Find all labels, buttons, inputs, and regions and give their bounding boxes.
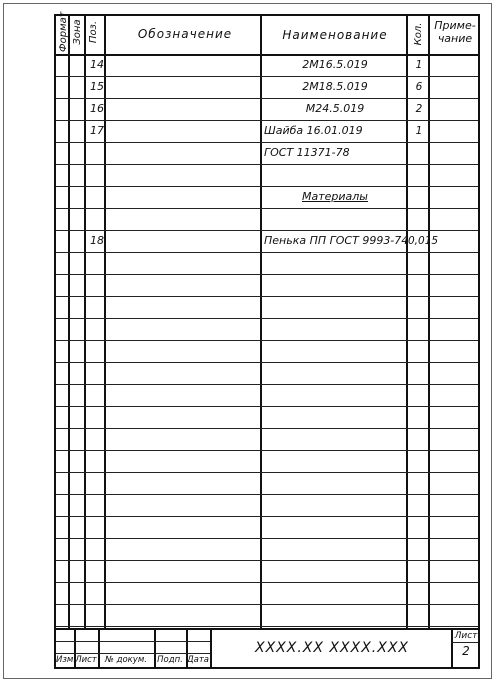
row-qty: 1 bbox=[415, 59, 423, 71]
row-name: ГОСТ 11371-78 bbox=[264, 146, 350, 159]
header-qty: Кол. bbox=[413, 22, 424, 46]
row-pos: 18 bbox=[90, 234, 104, 247]
row-name: 2M18.5.019 bbox=[302, 80, 368, 93]
grid-vline bbox=[260, 16, 262, 628]
grid-hline bbox=[56, 494, 478, 495]
grid-hline bbox=[56, 450, 478, 451]
tb-date: Дата bbox=[186, 655, 209, 665]
header-pos: Поз. bbox=[88, 20, 99, 44]
tb-hline bbox=[56, 653, 210, 654]
grid-vline bbox=[104, 16, 106, 628]
row-qty bbox=[408, 164, 430, 186]
row-pos: 16 bbox=[90, 102, 104, 115]
grid-hline bbox=[56, 230, 478, 231]
row-name bbox=[262, 164, 410, 186]
row-pos: 14 bbox=[90, 58, 104, 71]
grid-vline bbox=[84, 16, 86, 628]
row-name: Пенька ПП ГОСТ 9993-74 bbox=[264, 234, 409, 247]
row-qty: 2 bbox=[415, 103, 423, 115]
grid-hline bbox=[56, 626, 478, 627]
row-qty: 1 bbox=[415, 125, 423, 137]
grid-hline bbox=[56, 274, 478, 275]
tb-hline bbox=[451, 642, 478, 643]
tb-list: Лист bbox=[75, 655, 97, 665]
grid-hline bbox=[56, 142, 478, 143]
section-title: Материалы bbox=[302, 190, 368, 203]
row-name: Шайба 16.01.019 bbox=[264, 124, 363, 137]
tb-vline bbox=[98, 628, 100, 667]
grid-hline bbox=[56, 384, 478, 385]
row-qty bbox=[408, 186, 430, 208]
grid-hline bbox=[56, 582, 478, 583]
row-pos: 15 bbox=[90, 80, 104, 93]
tb-vline bbox=[451, 628, 453, 667]
row-name bbox=[262, 208, 410, 230]
tb-vline bbox=[186, 628, 188, 667]
grid-hline bbox=[56, 120, 478, 121]
row-qty bbox=[408, 208, 430, 230]
grid-hline bbox=[56, 296, 478, 297]
row-name: M24.5.019 bbox=[305, 102, 365, 115]
tb-vline bbox=[154, 628, 156, 667]
tb-sheet-label: Лист bbox=[454, 631, 478, 641]
tb-sign: Подп. bbox=[157, 655, 183, 665]
tb-hline bbox=[56, 641, 210, 642]
title-block-divider bbox=[56, 628, 478, 630]
grid-hline bbox=[56, 318, 478, 319]
grid-hline bbox=[56, 340, 478, 341]
grid-hline bbox=[56, 406, 478, 407]
row-qty bbox=[408, 142, 430, 164]
tb-izm: Изм. bbox=[56, 655, 76, 665]
header-name: Наименование bbox=[282, 28, 388, 42]
row-pos: 17 bbox=[90, 124, 104, 137]
row-qty: 6 bbox=[415, 81, 423, 93]
grid-hline bbox=[56, 538, 478, 539]
header-note bbox=[430, 19, 480, 45]
sheet-number: 2 bbox=[462, 644, 470, 658]
header-zone: Зона bbox=[72, 19, 83, 45]
grid-hline bbox=[56, 208, 478, 209]
grid-hline bbox=[56, 362, 478, 363]
grid-hline bbox=[56, 252, 478, 253]
grid-hline bbox=[56, 428, 478, 429]
tb-vline bbox=[74, 628, 76, 667]
grid-vline bbox=[428, 16, 430, 628]
row-name: 2M16.5.019 bbox=[302, 58, 368, 71]
row-qty: 0,015 bbox=[408, 235, 439, 247]
document-code: XXXX.XX XXXX.XXX bbox=[254, 640, 410, 656]
grid-vline bbox=[68, 16, 70, 628]
title-block bbox=[56, 630, 478, 667]
grid-hline bbox=[56, 472, 478, 473]
tb-vline bbox=[210, 628, 212, 667]
specification-sheet bbox=[54, 11, 480, 669]
header-note-line1: Приме- bbox=[434, 19, 476, 32]
grid-hline bbox=[56, 604, 478, 605]
grid-hline bbox=[56, 186, 478, 187]
grid-hline bbox=[56, 560, 478, 561]
header-divider bbox=[56, 54, 478, 56]
header-format: Формат bbox=[58, 11, 69, 52]
header-note-line2: чание bbox=[437, 32, 473, 45]
tb-doc-no: № докум. bbox=[105, 655, 147, 665]
grid-hline bbox=[56, 164, 478, 165]
grid-hline bbox=[56, 98, 478, 99]
grid-vline bbox=[406, 16, 408, 628]
header-designation: Обозначение bbox=[137, 27, 233, 41]
grid-hline bbox=[56, 516, 478, 517]
grid-hline bbox=[56, 76, 478, 77]
